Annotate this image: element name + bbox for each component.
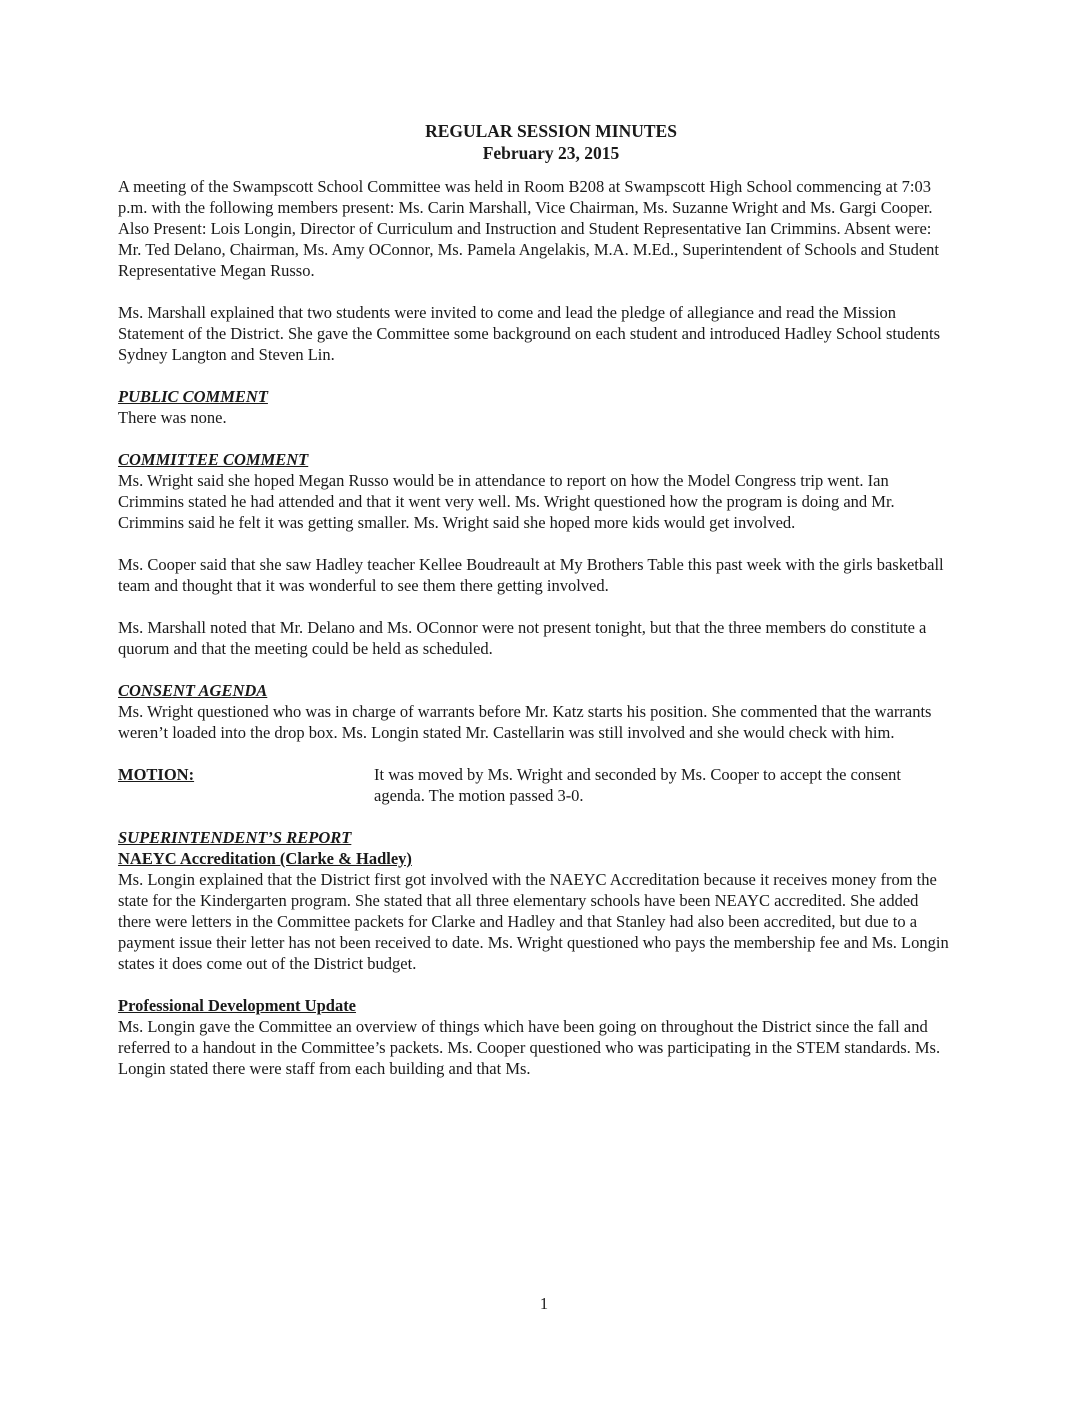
document-body	[118, 120, 954, 1100]
meeting-date: February 23, 2015	[482, 143, 620, 163]
document-title: REGULAR SESSION MINUTES	[425, 121, 677, 141]
naeyc-paragraph: Ms. Longin explained that the District first got involved with the NAEYC Accreditation because it receives money from the state for the Kindergarten program. She stated that all three elementary schools have been NEAYC accredited. She added there were letters in the Committee packets for Clarke and Hadley and that Stanley had also been accredited, but due to a payment issue their letter has not been received to date. Ms. Wright questioned who pays the membership fee and Ms. Longin states it does come out of the District budget.	[118, 870, 949, 973]
committee-comment-paragraph: Ms. Marshall noted that Mr. Delano and Ms. OConnor were not present tonight, but that the three members do constitute a quorum and that the meeting could be held as scheduled.	[118, 618, 927, 658]
consent-agenda-text: Ms. Wright questioned who was in charge of warrants before Mr. Katz starts his position. She commented that the warrants weren’t loaded into the drop box. Ms. Longin stated Mr. Castellarin was still involved and she would check with him.	[118, 702, 932, 742]
committee-comment-paragraph: Ms. Cooper said that she saw Hadley teacher Kellee Boudreault at My Brothers Table this past week with the girls basketball team and thought that it was wonderful to see them there getting involved.	[118, 555, 944, 595]
page-number: 1	[539, 1294, 549, 1313]
attendance-paragraph: A meeting of the Swampscott School Committee was held in Room B208 at Swampscott High School commencing at 7:03 p.m. with the following members present: Ms. Carin Marshall, Vice Chairman, Ms. Suzanne Wright and Ms. Gargi Cooper. Also Present: Lois Longin, Director of Curriculum and Instruction and Student Representative Ian Crimmins. Absent were: Mr. Ted Delano, Chairman, Ms. Amy OConnor, Ms. Pamela Angelakis, M.A. M.Ed., Superintendent of Schools and Student Representative Megan Russo.	[118, 177, 939, 280]
consent-agenda-heading: CONSENT AGENDA	[118, 681, 268, 700]
public-comment-heading: PUBLIC COMMENT	[118, 387, 268, 406]
committee-comment-paragraph: Ms. Wright said she hoped Megan Russo would be in attendance to report on how the Model Congress trip went. Ian Crimmins stated he had attended and that it went very well. Ms. Wright questioned how the program is doing and Mr. Crimmins said he felt it was getting smaller. Ms. Wright said she hoped more kids would get involved.	[118, 471, 895, 532]
committee-comment-heading: COMMITTEE COMMENT	[118, 450, 309, 469]
pd-update-paragraph: Ms. Longin gave the Committee an overview of things which have been going on throughout the District since the fall and referred to a handout in the Committee’s packets. Ms. Cooper questioned who was participating in the STEM standards. Ms. Longin stated there were staff from each building and that Ms.	[118, 1017, 941, 1078]
motion-block	[118, 764, 954, 806]
pledge-paragraph: Ms. Marshall explained that two students were invited to come and lead the pledge of allegiance and read the Mission Statement of the District. She gave the Committee some background on each student and introduced Hadley School students Sydney Langton and Steven Lin.	[118, 303, 941, 364]
public-comment-text: There was none.	[118, 408, 227, 427]
superintendent-report-heading: SUPERINTENDENT’S REPORT	[118, 828, 352, 847]
motion-text: It was moved by Ms. Wright and seconded by Ms. Cooper to accept the consent agenda. The motion passed 3-0.	[374, 765, 901, 805]
naeyc-heading: NAEYC Accreditation (Clarke & Hadley)	[118, 849, 412, 868]
motion-label: MOTION:	[118, 765, 195, 784]
pd-update-heading: Professional Development Update	[118, 996, 357, 1015]
title-block	[118, 120, 954, 164]
